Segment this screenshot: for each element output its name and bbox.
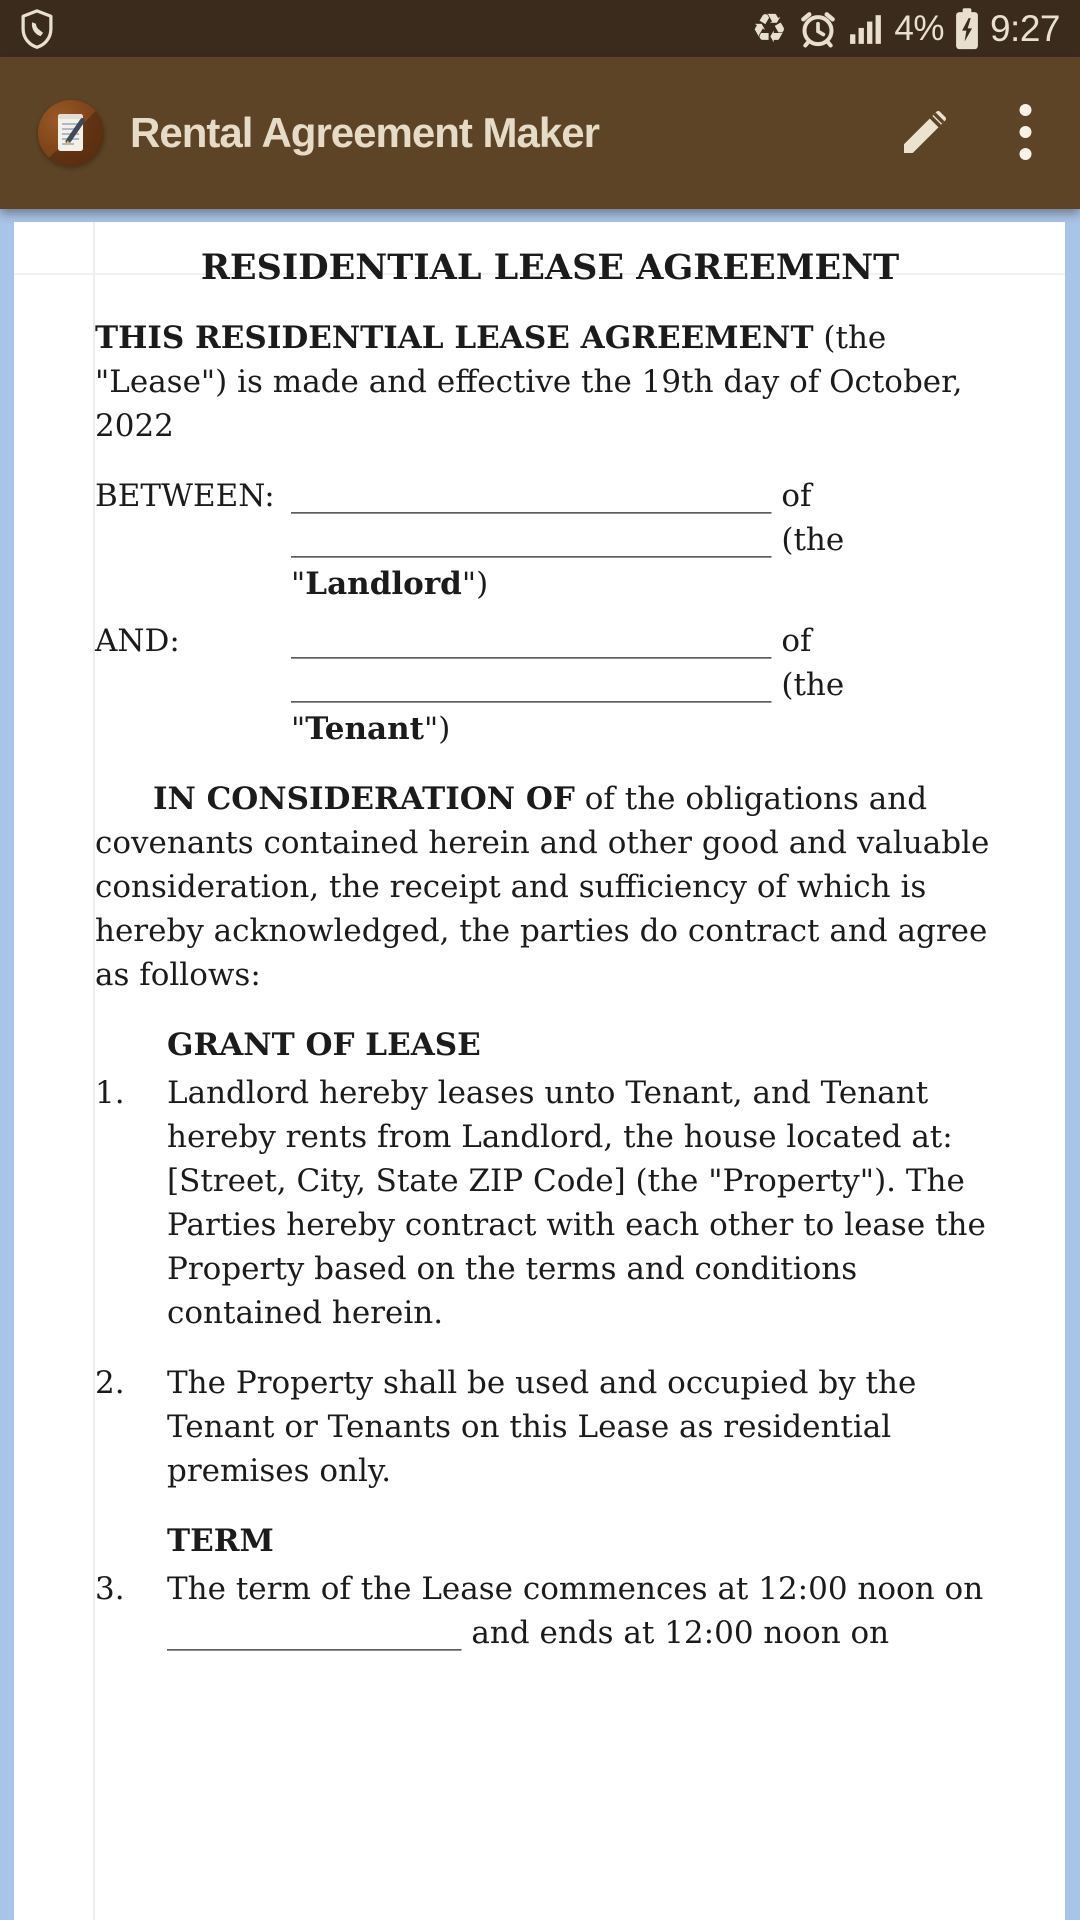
doc-paragraph [95, 316, 1005, 448]
battery-percent: 4% [894, 8, 944, 48]
doc-list-number: 1. [95, 1075, 125, 1111]
doc-list-number: 2. [95, 1365, 125, 1401]
kebab-menu-icon [1019, 103, 1032, 164]
app-logo [38, 100, 104, 166]
recycle-icon: ♻ [751, 5, 788, 52]
doc-text: ") [461, 566, 489, 602]
doc-text-bold: Tenant [305, 711, 424, 747]
doc-row-label: AND: [95, 623, 180, 659]
alarm-clock-icon [798, 9, 838, 49]
doc-list-number: 3. [95, 1571, 125, 1607]
doc-row-body [291, 619, 1005, 751]
doc-list-item [95, 1567, 1005, 1655]
doc-text-bold: THIS RESIDENTIAL LEASE AGREEMENT [95, 320, 814, 356]
doc-list-body [167, 1071, 1005, 1335]
pencil-edit-icon [897, 104, 953, 163]
doc-row-label: BETWEEN: [95, 478, 275, 514]
phone-shield-icon [20, 9, 54, 49]
doc-section-heading: GRANT OF LEASE [167, 1027, 481, 1063]
doc-list-item [95, 1361, 1005, 1493]
doc-text: _______________________________ of _______________________________ (the " [291, 623, 845, 747]
doc-text-bold: Landlord [305, 566, 462, 602]
signal-strength-icon [849, 13, 883, 45]
doc-text: Landlord hereby leases unto Tenant, and Tenant hereby rents from Landlord, the house located at: [Street, City, State ZIP Code] (the "Property"). The Parties hereby contract with each other to lease the Property based on the terms and conditions contained herein. [167, 1075, 986, 1331]
doc-text: of the obligations and covenants contained herein and other good and valuable consideration, the receipt and sufficiency of which is hereby acknowledged, the parties do contract and agree as follows: [95, 781, 990, 993]
doc-labeled-row [95, 474, 1005, 606]
app-bar [0, 57, 1080, 209]
document-page [14, 222, 1065, 1920]
doc-content [14, 222, 1065, 1655]
doc-labeled-row [95, 619, 1005, 751]
doc-text: ") [423, 711, 451, 747]
status-bar [0, 0, 1080, 57]
doc-list-item [95, 1071, 1005, 1335]
doc-text: (the "Lease") is made and effective the 19th day of October, 2022 [95, 320, 963, 444]
edit-button[interactable] [897, 104, 953, 163]
doc-text: _______________________________ of _______________________________ (the " [291, 478, 845, 602]
doc-text-bold: IN CONSIDERATION OF [153, 781, 575, 817]
document-viewer[interactable] [0, 209, 1080, 1920]
doc-list-body [167, 1361, 1005, 1493]
battery-charging-icon [955, 8, 979, 50]
doc-title: RESIDENTIAL LEASE AGREEMENT [200, 247, 900, 288]
doc-paragraph [95, 777, 1005, 997]
doc-list-body [167, 1567, 1005, 1655]
doc-section-heading: TERM [167, 1523, 274, 1559]
doc-text: The term of the Lease commences at 12:00 noon on ___________________ and ends at 12:00 noon on [167, 1571, 984, 1651]
doc-row-body [291, 474, 1005, 606]
doc-text: The Property shall be used and occupied by the Tenant or Tenants on this Lease as residential premises only. [167, 1365, 917, 1489]
app-title: Rental Agreement Maker [130, 109, 599, 156]
overflow-menu-button[interactable] [1019, 103, 1032, 164]
clock-time: 9:27 [989, 7, 1060, 49]
